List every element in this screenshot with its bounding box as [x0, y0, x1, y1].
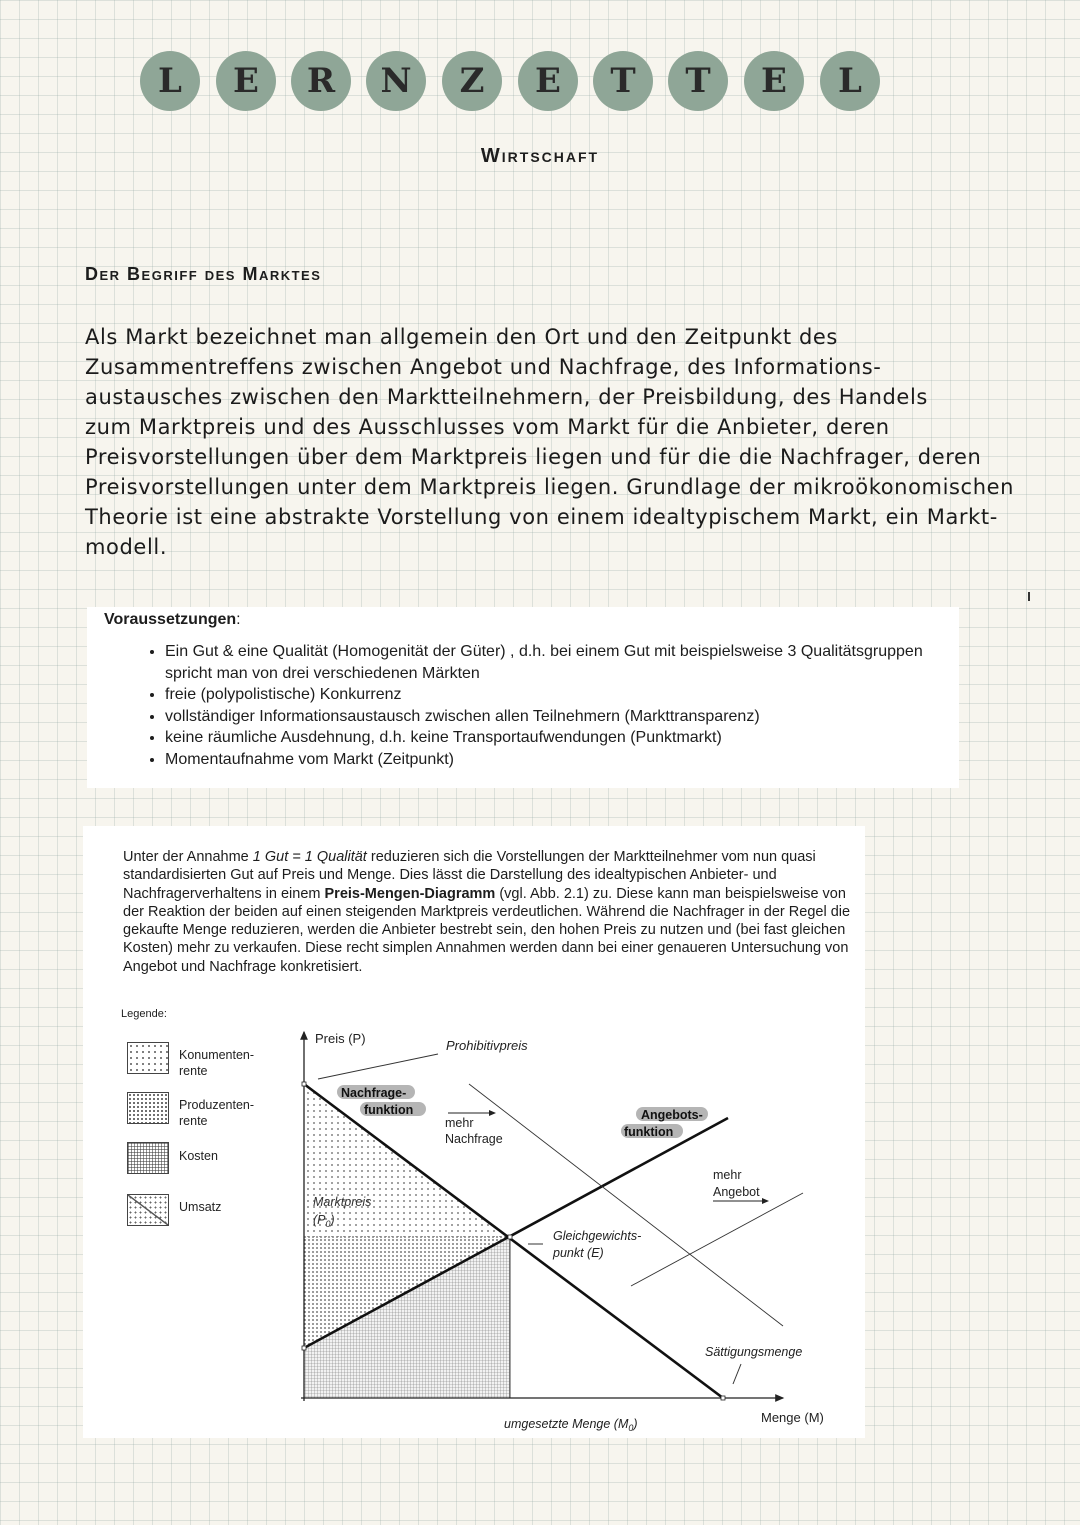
title-letter: L	[140, 51, 200, 111]
demand-label: Nachfrage-	[341, 1086, 407, 1100]
legend-label: Kosten	[179, 1149, 218, 1163]
paragraph-segment: Unter der Annahme	[123, 849, 253, 865]
list-item: • freie (polypolistische) Konkurrenz	[165, 684, 955, 706]
y-axis-label: Preis (P)	[315, 1031, 366, 1046]
handwritten-line: Theorie ist eine abstrakte Vorstellung von einem idealtypischem Markt, ein Markt-	[85, 505, 998, 529]
quantity-label	[504, 1417, 638, 1433]
legend-label-line: rente	[179, 1064, 208, 1078]
section-heading: Der Begriff des Marktes	[85, 264, 322, 284]
title-letter: N	[366, 51, 426, 111]
title-letter: L	[820, 51, 880, 111]
title-letter: E	[216, 51, 276, 111]
title-letter: Z	[442, 51, 502, 111]
legend-label-line: rente	[179, 1114, 208, 1128]
supply-label: funktion	[624, 1125, 674, 1139]
price-quantity-diagram	[83, 826, 865, 1438]
more-demand-label: mehr	[445, 1116, 474, 1130]
prohibitive-price-pointer	[318, 1054, 438, 1079]
paragraph-italic: 1 Gut = 1 Qualität	[252, 849, 367, 865]
quantity-label-part: )	[633, 1417, 638, 1431]
requirements-colon: :	[236, 611, 241, 628]
title-letter: E	[744, 51, 804, 111]
market-price-symbol	[313, 1213, 335, 1229]
saturation-point	[721, 1396, 725, 1400]
legend-label-line: Konumenten-	[179, 1048, 255, 1062]
requirements-heading-text: Voraussetzungen	[104, 611, 237, 628]
more-supply-label: Angebot	[713, 1185, 760, 1199]
prohibitive-price-label: Prohibitivpreis	[446, 1038, 528, 1053]
x-axis-label: Menge (M)	[761, 1410, 824, 1425]
equilibrium-point	[508, 1235, 512, 1239]
list-item: • vollständiger Informationsaustausch zwischen allen Teilnehmern (Markttransparenz)	[165, 706, 955, 728]
market-price-label: Marktpreis	[313, 1195, 372, 1209]
list-item: • Momentaufnahme vom Markt (Zeitpunkt)	[165, 749, 955, 771]
subject-title: Wirtschaft	[480, 145, 600, 167]
diagram-box	[83, 826, 865, 1438]
supply-start-point	[302, 1346, 306, 1350]
market-price-symbol-part: (P	[313, 1213, 326, 1227]
handwritten-line: Als Markt bezeichnet man allgemein den Ort und den Zeitpunkt des	[85, 325, 838, 349]
saturation-label: Sättigungsmenge	[705, 1345, 803, 1359]
handwritten-line: modell.	[85, 535, 168, 559]
legend-label: Umsatz	[179, 1200, 222, 1214]
paragraph-segment: reduzieren sich die Vorstellungen der Marktteilnehmer vom nun quasi standardisierten Gut auf Preis und Menge. Dies lässt die Darstellung des idealtypischen Anbieter- und Nachfragerverhaltens in einem	[123, 849, 816, 902]
prohibitive-price-point	[302, 1082, 306, 1086]
supply-label: Angebots-	[641, 1108, 703, 1122]
paragraph-segment: (vgl. Abb. 2.1) zu. Diese kann man beispielsweise von der Reaktion der beiden auf einen steigenden Marktpreis verdeutlichen. Während die Nachfrager in der Regel die gekaufte Menge reduzieren, werden die Anbieter bestrebt sein, den hohen Preis zu nutzen und (bei fast gleichen Kosten) mehr zu verkaufen. Diese recht simplen Annahmen werden dann bei einer genaueren Untersuchung von Angebot und Nachfrage konkretisiert.	[123, 885, 851, 975]
shifted-supply-curve	[631, 1193, 803, 1286]
more-supply-label: mehr	[713, 1168, 742, 1182]
title-letter: E	[518, 51, 578, 111]
quantity-label-part: umgesetzte Menge (M	[504, 1417, 629, 1431]
pen-mark	[1028, 592, 1030, 601]
market-price-subscript: 0	[325, 1219, 331, 1229]
demand-label: funktion	[364, 1103, 414, 1117]
legend-title: Legende:	[121, 1008, 167, 1020]
handwritten-line: austausches zwischen den Marktteilnehmern, der Preisbildung, des Handels	[85, 385, 928, 409]
list-item: • keine räumliche Ausdehnung, d.h. keine Transportaufwendungen (Punktmarkt)	[165, 727, 955, 749]
more-demand-label: Nachfrage	[445, 1132, 503, 1146]
handwritten-line: Preisvorstellungen über dem Marktpreis liegen und für die die Nachfrager, deren	[85, 445, 982, 469]
paragraph-bold: Preis-Mengen-Diagramm	[324, 885, 496, 902]
equilibrium-label: punkt (E)	[553, 1246, 604, 1260]
market-price-symbol-part: )	[330, 1213, 335, 1227]
handwritten-line: Preisvorstellungen unter dem Marktpreis liegen. Grundlage der mikroökonomischen	[85, 475, 1015, 499]
title-letter: T	[593, 51, 653, 111]
requirements-list	[137, 641, 955, 770]
requirements-heading	[104, 611, 241, 629]
shifted-demand-curve	[469, 1084, 783, 1326]
title-letters	[140, 51, 900, 113]
handwritten-line: Zusammentreffens zwischen Angebot und Nachfrage, des Informations-	[85, 355, 882, 379]
equilibrium-label: Gleichgewichts-	[553, 1229, 642, 1243]
title-letter: R	[291, 51, 351, 111]
title-letter: T	[668, 51, 728, 111]
quantity-subscript: 0	[628, 1423, 634, 1433]
requirements-box	[87, 607, 959, 788]
saturation-pointer	[733, 1364, 741, 1384]
handwritten-definition	[85, 322, 1050, 562]
handwritten-line: zum Marktpreis und des Ausschlusses vom Markt für die Anbieter, deren	[85, 415, 890, 439]
legend-label-line: Produzenten-	[179, 1098, 255, 1112]
list-item: • Ein Gut & eine Qualität (Homogenität der Güter) , d.h. bei einem Gut mit beispielsweise 3 Qualitätsgruppen spricht man von drei verschiedenen Märkten	[165, 641, 955, 684]
